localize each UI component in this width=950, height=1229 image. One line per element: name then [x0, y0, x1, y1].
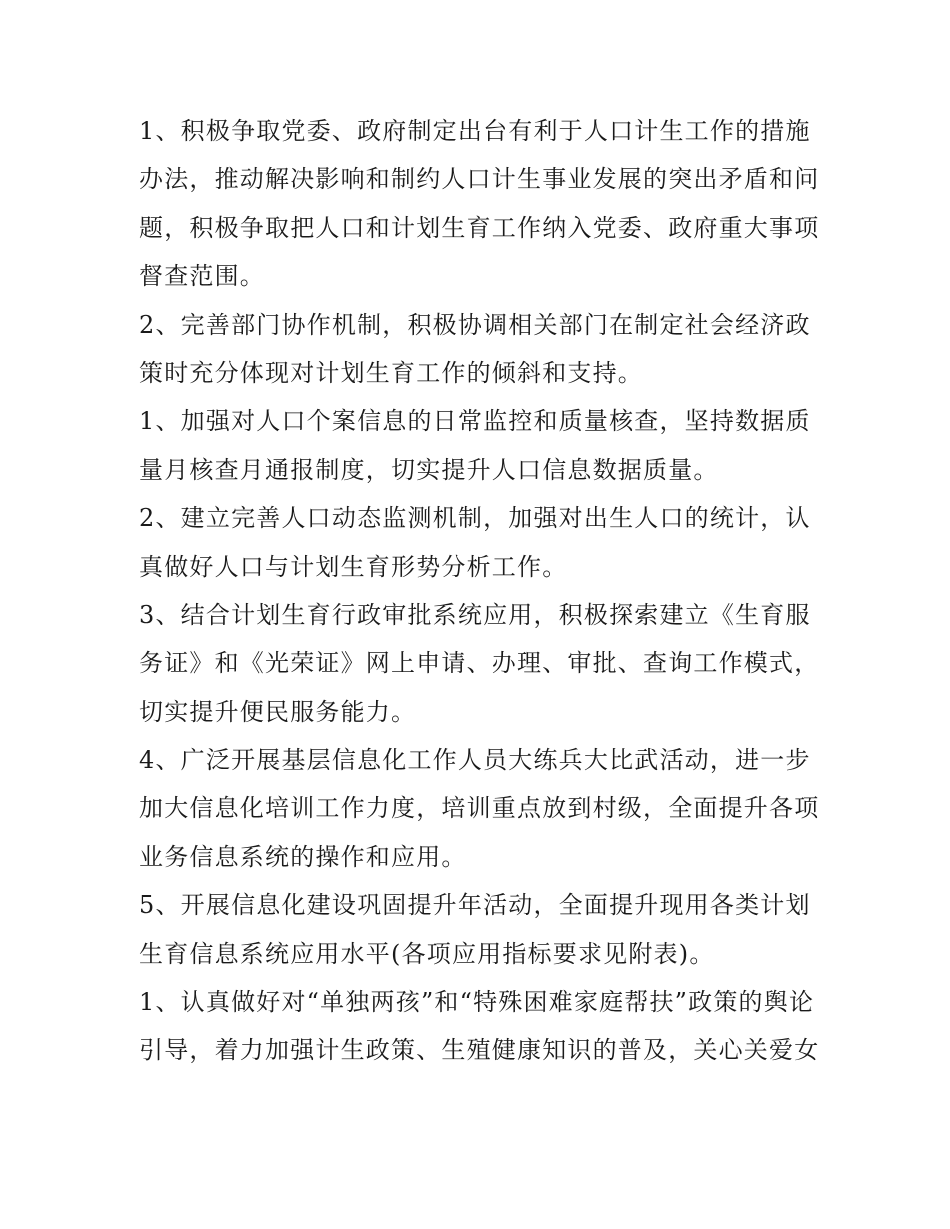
paragraph-2	[139, 301, 814, 398]
document-body	[139, 107, 820, 1075]
paragraph-4	[139, 494, 814, 591]
text-line: 2、建立完善人口动态监测机制，加强对出生人口的统计，认	[139, 504, 811, 533]
text-line: 1、加强对人口个案信息的日常监控和质量核查，坚持数据质	[139, 407, 811, 436]
paragraph-8	[139, 978, 820, 1075]
text-line: 4、广泛开展基层信息化工作人员大练兵大比武活动，进一步	[139, 746, 811, 775]
text-line: 3、结合计划生育行政审批系统应用，积极探索建立《生育服	[139, 600, 811, 629]
text-line: 2、完善部门协作机制，积极协调相关部门在制定社会经济政	[139, 310, 811, 339]
paragraph-7	[139, 881, 814, 978]
text-line: 5、开展信息化建设巩固提升年活动，全面提升现用各类计划	[139, 891, 811, 920]
text-line: 督查范围。	[139, 262, 265, 291]
text-line: 1、认真做好对“单独两孩”和“特殊困难家庭帮扶”政策的舆论	[139, 988, 815, 1017]
paragraph-3	[139, 397, 814, 494]
text-line: 切实提升便民服务能力。	[139, 697, 417, 726]
text-line: 策时充分体现对计划生育工作的倾斜和支持。	[139, 358, 643, 387]
text-line: 业务信息系统的操作和应用。	[139, 842, 467, 871]
text-line: 引导，着力加强计生政策、生殖健康知识的普及，关心关爱女	[139, 1036, 820, 1065]
text-line: 务证》和《光荣证》网上申请、办理、审批、查询工作模式，	[139, 649, 820, 678]
paragraph-5	[139, 591, 820, 736]
text-line: 1、积极争取党委、政府制定出台有利于人口计生工作的措施	[139, 117, 811, 145]
text-line: 加大信息化培训工作力度，培训重点放到村级，全面提升各项	[139, 794, 820, 823]
paragraph-1	[139, 107, 820, 301]
text-line: 量月核查月通报制度，切实提升人口信息数据质量。	[139, 455, 719, 484]
text-line: 真做好人口与计划生育形势分析工作。	[139, 552, 568, 581]
text-line: 办法，推动解决影响和制约人口计生事业发展的突出矛盾和问	[139, 165, 820, 194]
text-line: 生育信息系统应用水平(各项应用指标要求见附表)。	[139, 939, 715, 968]
text-line: 题，积极争取把人口和计划生育工作纳入党委、政府重大事项	[139, 213, 820, 242]
paragraph-6	[139, 736, 820, 881]
